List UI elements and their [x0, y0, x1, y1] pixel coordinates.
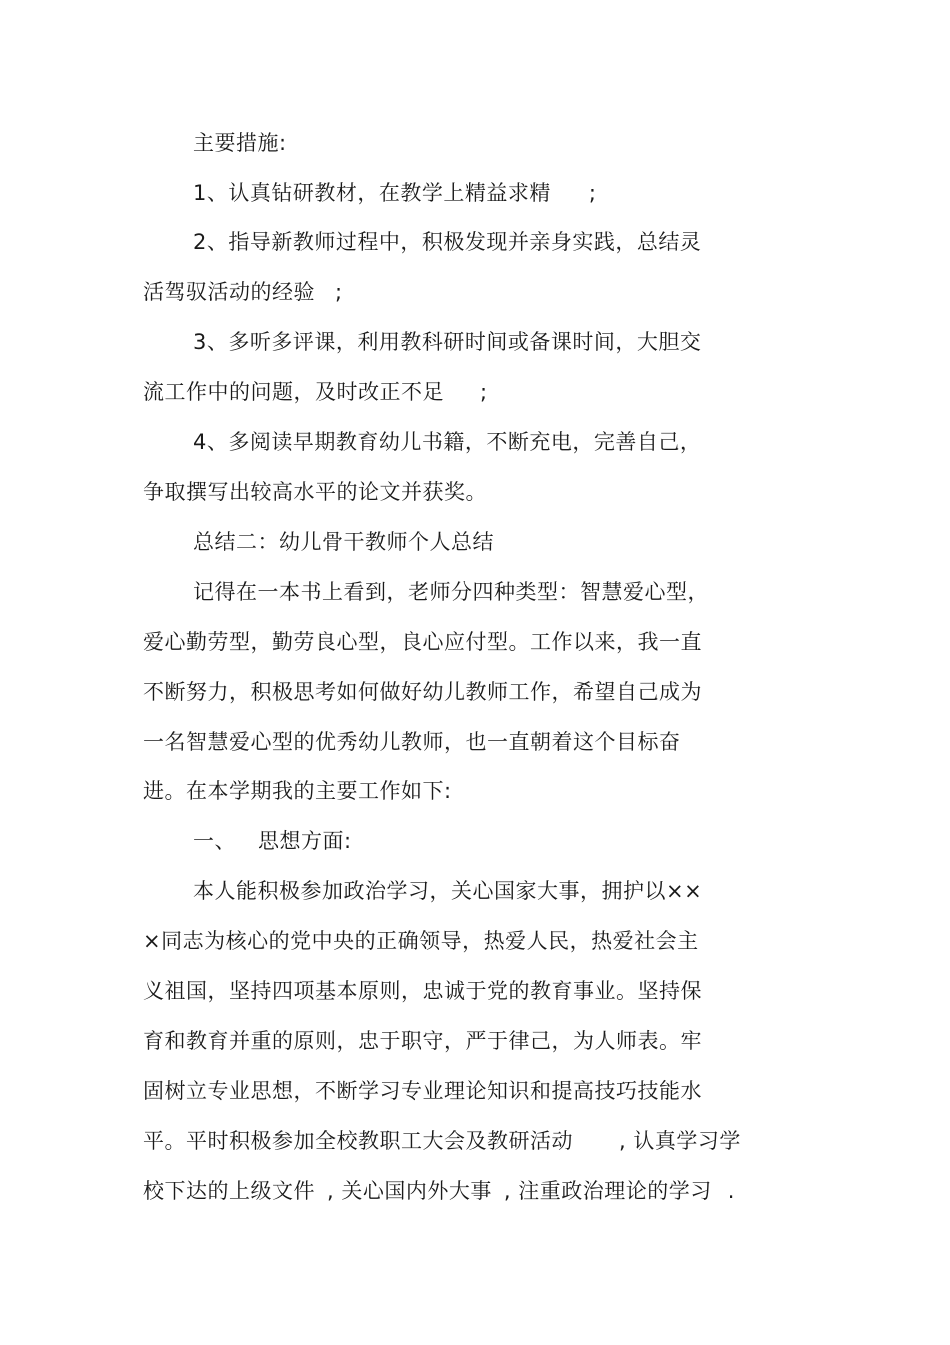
- intro-line-1: 记得在一本书上看到，老师分四种类型：智慧爱心型，: [193, 580, 709, 604]
- body-line-7: [143, 1179, 735, 1203]
- subsection-heading: [193, 829, 352, 853]
- subsection-title: 思想方面:: [258, 829, 352, 853]
- body-line-7-part-3: , 注重政治理论的学习: [503, 1179, 712, 1203]
- measure-2-line-1: 2、指导新教师过程中，积极发现并亲身实践，总结灵: [193, 230, 702, 254]
- measure-2-semicolon: ;: [335, 280, 343, 304]
- intro-line-3: 不断努力，积极思考如何做好幼儿教师工作，希望自己成为: [143, 680, 702, 704]
- body-line-5: 固树立专业思想，不断学习专业理论知识和提高技巧技能水: [143, 1079, 702, 1103]
- body-line-7-part-1: 校下达的上级文件: [143, 1179, 315, 1203]
- body-line-6: [143, 1129, 741, 1153]
- measure-2-line-2: [143, 280, 343, 304]
- measure-3-line-1: 3、多听多评课，利用教科研时间或备课时间，大胆交: [193, 330, 702, 354]
- intro-line-5: 进。在本学期我的主要工作如下:: [143, 779, 452, 803]
- intro-line-4: 一名智慧爱心型的优秀幼儿教师，也一直朝着这个目标奋: [143, 730, 681, 754]
- body-line-1: 本人能积极参加政治学习，关心国家大事，拥护以××: [193, 879, 703, 903]
- intro-line-2: 爱心勤劳型，勤劳良心型，良心应付型。工作以来，我一直: [143, 630, 702, 654]
- body-line-6-part-1: 平。平时积极参加全校教职工大会及教研活动: [143, 1129, 573, 1153]
- body-line-7-part-2: , 关心国内外大事: [327, 1179, 492, 1203]
- measure-3-text: 流工作中的问题，及时改正不足: [143, 380, 444, 404]
- measure-1-text: 1、认真钻研教材，在教学上精益求精: [193, 181, 551, 205]
- measure-3-semicolon: ;: [480, 380, 488, 404]
- measures-heading: 主要措施:: [193, 131, 287, 155]
- body-line-7-part-4: .: [727, 1179, 735, 1203]
- body-line-3: 义祖国，坚持四项基本原则，忠诚于党的教育事业。坚持保: [143, 979, 702, 1003]
- section-title: 总结二：幼儿骨干教师个人总结: [193, 530, 494, 554]
- body-line-6-part-2: , 认真学习学: [619, 1129, 741, 1153]
- body-line-4: 育和教育并重的原则，忠于职守，严于律己，为人师表。牢: [143, 1029, 702, 1053]
- measure-2-text: 活驾驭活动的经验: [143, 280, 315, 304]
- body-line-2: ×同志为核心的党中央的正确领导，热爱人民，热爱社会主: [143, 929, 699, 953]
- measure-4-line-1: 4、多阅读早期教育幼儿书籍，不断充电，完善自己，: [193, 430, 702, 454]
- measure-1-semicolon: ;: [588, 181, 597, 205]
- subsection-number: 一、: [193, 829, 236, 853]
- measure-3-line-2: [143, 380, 488, 404]
- measure-4-line-2: 争取撰写出较高水平的论文并获奖。: [143, 480, 487, 504]
- measure-1-line-1: [193, 181, 596, 205]
